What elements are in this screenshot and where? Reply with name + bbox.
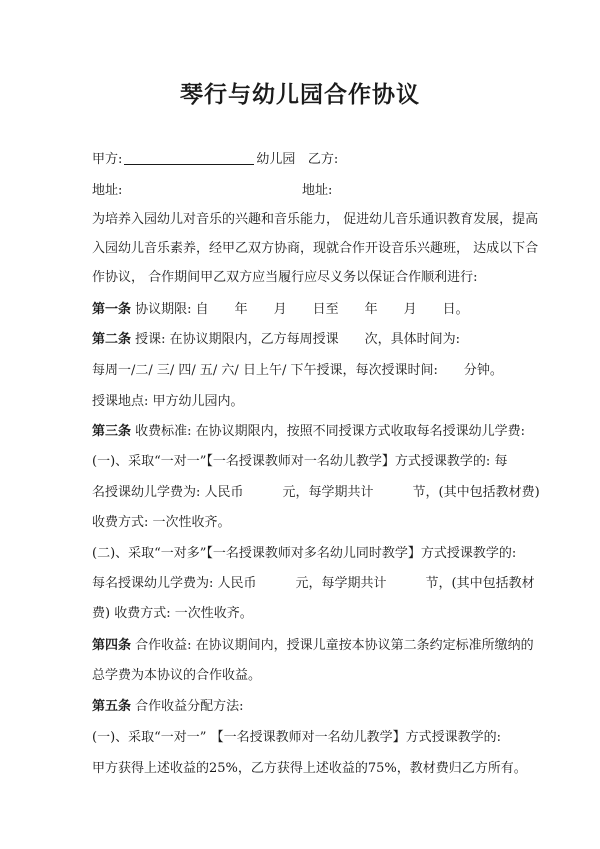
party-a-blank xyxy=(124,152,254,165)
article-2 xyxy=(92,333,460,346)
article-3 xyxy=(92,425,525,438)
article-4-head: 第四条 xyxy=(92,638,132,653)
party-a-line xyxy=(92,152,338,166)
article-4-text: 合作收益: 在协议期间内，授课儿童按本协议第二条约定标准所缴纳的 xyxy=(131,638,534,653)
address-a-label: 地址: xyxy=(92,183,123,198)
article-1 xyxy=(92,303,469,316)
intro-line-1: 为培养入园幼儿对音乐的兴趣和音乐能力， 促进幼儿音乐通识教育发展，提高 xyxy=(92,212,539,227)
article-3-text: 收费标准: 在协议期限内，按照不同授课方式收取每名授课幼儿学费: xyxy=(131,424,526,439)
article-3-p2-line-2: 每名授课幼儿学费为: 人民币 元，每学期共计 节，(其中包括教材 xyxy=(92,576,535,591)
intro-line-3: 作协议， 合作期间甲乙双方应当履行应尽义务以保证合作顺利进行: xyxy=(92,270,478,285)
address-b-label: 地址: xyxy=(302,183,333,198)
article-3-p2-line-3: 费) 收费方式: 一次性收齐。 xyxy=(92,606,253,621)
party-a-label: 甲方: xyxy=(92,152,123,167)
article-3-p1-line-1: (一)、采取“一对一”【一名授课教师对一名幼儿教学】方式授课教学的: 每 xyxy=(92,454,508,469)
article-1-head: 第一条 xyxy=(92,302,132,317)
article-3-p2-line-1: (二)、采取“一对多”【一名授课教师对多名幼儿同时教学】方式授课教学的: xyxy=(92,546,517,561)
article-3-head: 第三条 xyxy=(92,424,132,439)
article-4 xyxy=(92,639,534,652)
document-title: 琴行与幼儿园合作协议 xyxy=(180,81,420,108)
party-b-label: 乙方: xyxy=(307,152,339,167)
article-5-head: 第五条 xyxy=(92,699,132,714)
article-2-text: 授课: 在协议期限内，乙方每周授课 次，具体时间为: xyxy=(131,332,461,347)
article-2-head: 第二条 xyxy=(92,332,132,347)
intro-line-2: 入园幼儿音乐素养，经甲乙双方协商，现就合作开设音乐兴趣班， 达成以下合 xyxy=(92,241,539,256)
article-5-p1-line-1: (一)、采取“一对一” 【一名授课教师对一名幼儿教学】方式授课教学的: xyxy=(92,730,501,745)
address-line xyxy=(92,183,333,198)
article-5-p1-line-2: 甲方获得上述收益的25%，乙方获得上述收益的75%，教材费归乙方所有。 xyxy=(92,761,527,776)
article-5 xyxy=(92,700,244,713)
article-3-p1-line-2: 名授课幼儿学费为: 人民币 元，每学期共计 节，(其中包括教材费) xyxy=(92,485,540,500)
article-5-text: 合作收益分配方法: xyxy=(131,699,244,714)
article-2-line-2: 每周一/二/ 三/ 四/ 五/ 六/ 日上午/ 下午授课，每次授课时间: 分钟。 xyxy=(92,363,503,378)
article-4-line-2: 总学费为本协议的合作收益。 xyxy=(92,668,262,683)
article-3-p1-line-3: 收费方式: 一次性收齐。 xyxy=(92,515,231,530)
article-1-text: 协议期限: 自 年 月 日至 年 月 日。 xyxy=(131,302,469,317)
article-2-line-3: 授课地点: 甲方幼儿园内。 xyxy=(92,394,244,409)
party-a-suffix: 幼儿园 xyxy=(256,152,296,167)
